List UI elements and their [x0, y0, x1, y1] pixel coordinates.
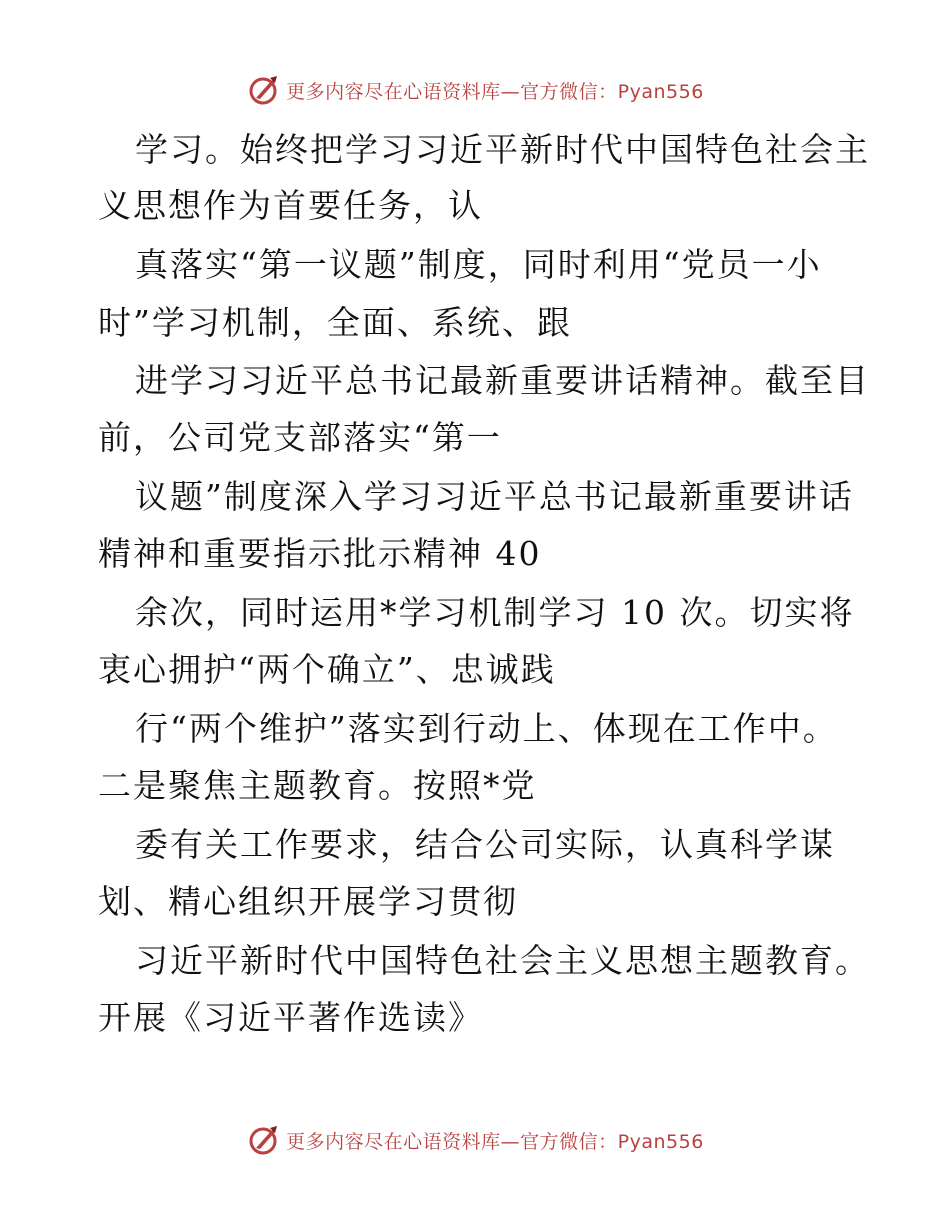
body-line: 精神和重要指示批示精神 40: [98, 534, 542, 573]
header-watermark: [0, 70, 950, 110]
watermark-text: [286, 77, 704, 104]
body-line: 进学习习近平总书记最新重要讲话精神。截至目: [135, 361, 870, 400]
body-line: 真落实“第一议题”制度，同时利用“党员一小: [135, 245, 822, 284]
body-line: 衷心拥护“两个确立”、忠诚践: [98, 650, 556, 689]
watermark-main: 更多内容尽在心语资料库: [286, 80, 501, 103]
watermark-wechat: 官方微信：Pyan556: [520, 80, 704, 103]
footer-watermark: [0, 1120, 950, 1160]
body-line: 二是聚焦主题教育。按照*党: [98, 766, 537, 805]
body-line: 余次，同时运用*学习机制学习 10 次。切实将: [135, 593, 855, 632]
body-line: 时”学习机制，全面、系统、跟: [98, 303, 572, 342]
quill-logo-icon: [246, 1122, 282, 1158]
body-line: 义思想作为首要任务，认: [98, 186, 483, 225]
body-line: 行“两个维护”落实到行动上、体现在工作中。: [135, 709, 838, 748]
body-line: 划、精心组织开展学习贯彻: [98, 882, 518, 921]
watermark-text: [286, 1127, 704, 1154]
body-line: 习近平新时代中国特色社会主义思想主题教育。: [135, 941, 870, 980]
watermark-main: 更多内容尽在心语资料库: [286, 1130, 501, 1153]
watermark-separator: —: [500, 1130, 521, 1153]
watermark-separator: —: [500, 80, 521, 103]
watermark-wechat: 官方微信：Pyan556: [520, 1130, 704, 1153]
body-line: 开展《习近平著作选读》: [98, 998, 483, 1037]
quill-logo-icon: [246, 72, 282, 108]
body-line: 学习。始终把学习习近平新时代中国特色社会主: [135, 130, 870, 169]
body-line: 委有关工作要求，结合公司实际，认真科学谋: [135, 825, 835, 864]
body-line: 前，公司党支部落实“第一: [98, 418, 502, 457]
body-line: 议题”制度深入学习习近平总书记最新重要讲话: [135, 477, 854, 516]
